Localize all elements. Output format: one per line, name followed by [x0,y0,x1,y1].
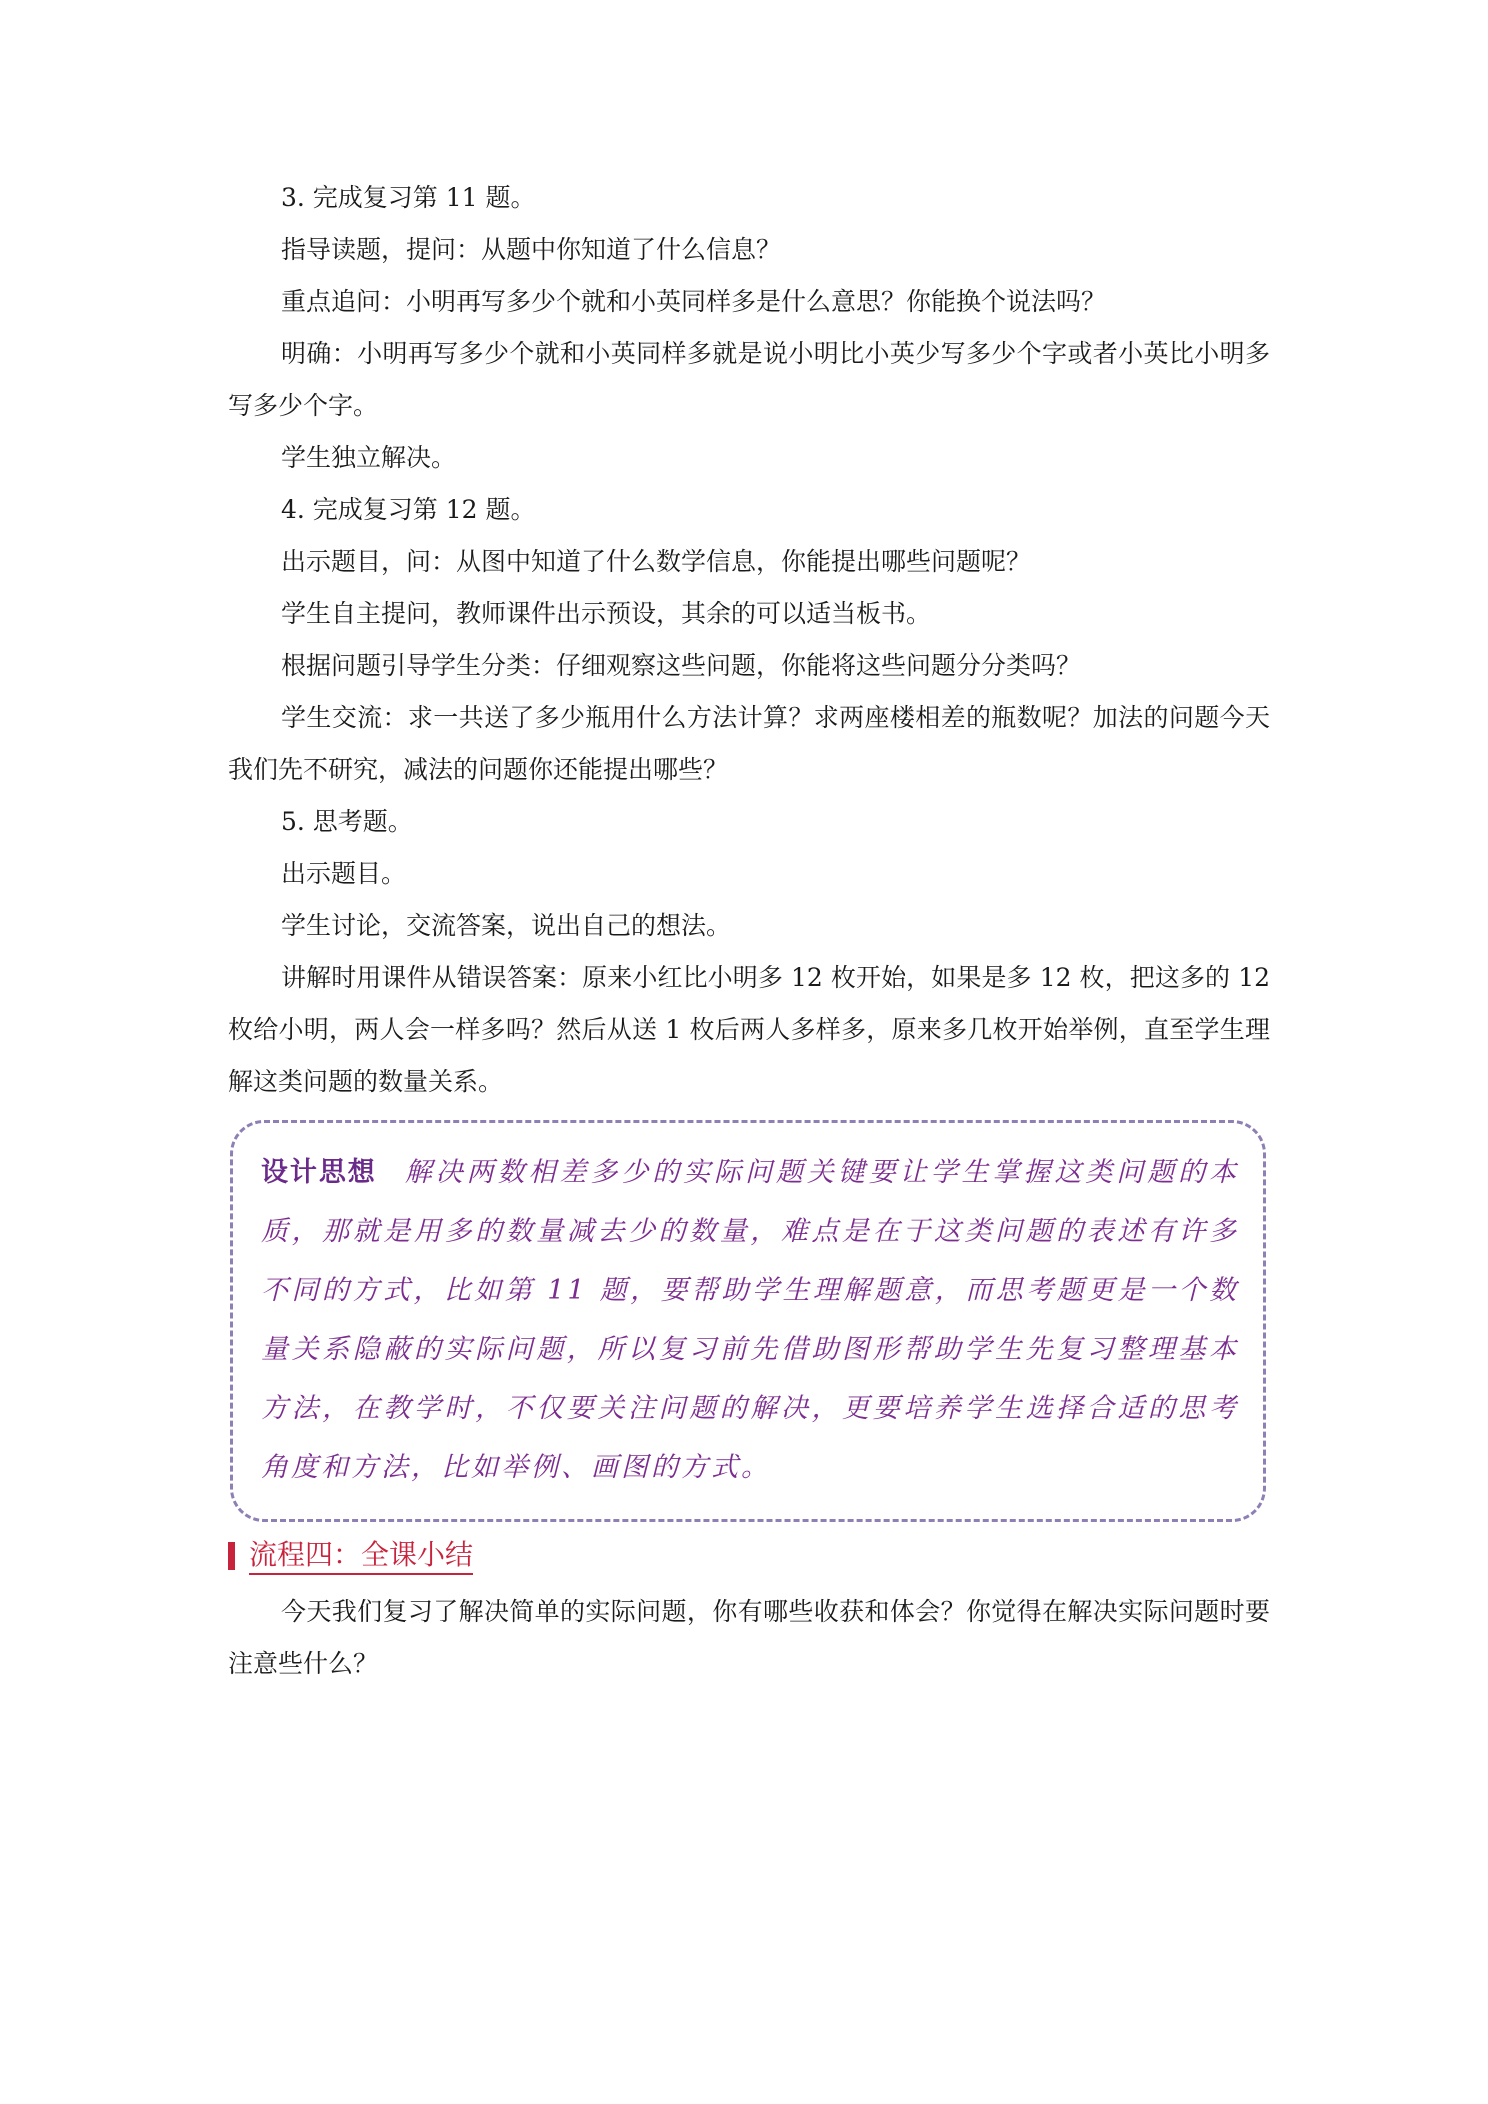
paragraph: 根据问题引导学生分类：仔细观察这些问题，你能将这些问题分分类吗？ [281,651,1082,680]
paragraph: 4. 完成复习第 12 题。 [281,495,536,524]
paragraph: 指导读题，提问：从题中你知道了什么信息？ [281,235,782,264]
paragraph: 学生讨论，交流答案，说出自己的想法。 [281,911,732,940]
paragraph: 出示题目，问：从图中知道了什么数学信息，你能提出哪些问题呢？ [281,547,1032,576]
design-note-label: 设计思想 [261,1157,377,1188]
paragraph: 重点追问：小明再写多少个就和小英同样多是什么意思？你能换个说法吗？ [281,287,1107,316]
summary-paragraph: 今天我们复习了解决简单的实际问题，你有哪些收获和体会？你觉得在解决实际问题时要注意些什么？ [228,1597,1270,1678]
paragraph: 学生交流：求一共送了多少瓶用什么方法计算？求两座楼相差的瓶数呢？加法的问题今天我们先不研究，减法的问题你还能提出哪些？ [228,703,1270,784]
paragraph: 讲解时用课件从错误答案：原来小红比小明多 12 枚开始，如果是多 12 枚，把这多的 12 枚给小明，两人会一样多吗？然后从送 1 枚后两人多样多，原来多几枚开始举例，直至学生理解这类问题的数量关系。 [228,963,1270,1096]
design-note-text: 解决两数相差多少的实际问题关键要让学生掌握这类问题的本质，那就是用多的数量减去少的数量，难点是在于这类问题的表述有许多不同的方式，比如第 11 题，要帮助学生理解题意，而思考题更是一个数量关系隐蔽的实际问题，所以复习前先借助图形帮助学生先复习整理基本方法，在教学时，不仅要关注问题的解决，更要培养学生选择合适的思考角度和方法，比如举例、画图的方式。 [261,1157,1239,1483]
paragraph: 明确：小明再写多少个就和小英同样多就是说小明比小英少写多少个字或者小英比小明多写多少个字。 [228,339,1270,420]
section-heading-text: 流程四：全课小结 [249,1538,473,1575]
paragraph: 学生独立解决。 [281,443,457,472]
paragraph: 5. 思考题。 [281,807,413,836]
section-heading [228,1536,1270,1576]
paragraph: 出示题目。 [281,859,407,888]
design-note-box [230,1120,1266,1522]
heading-marker [228,1542,235,1570]
paragraph: 3. 完成复习第 11 题。 [281,183,536,212]
page-content [228,172,1270,1690]
paragraph: 学生自主提问，教师课件出示预设，其余的可以适当板书。 [281,599,932,628]
design-note [261,1143,1239,1497]
